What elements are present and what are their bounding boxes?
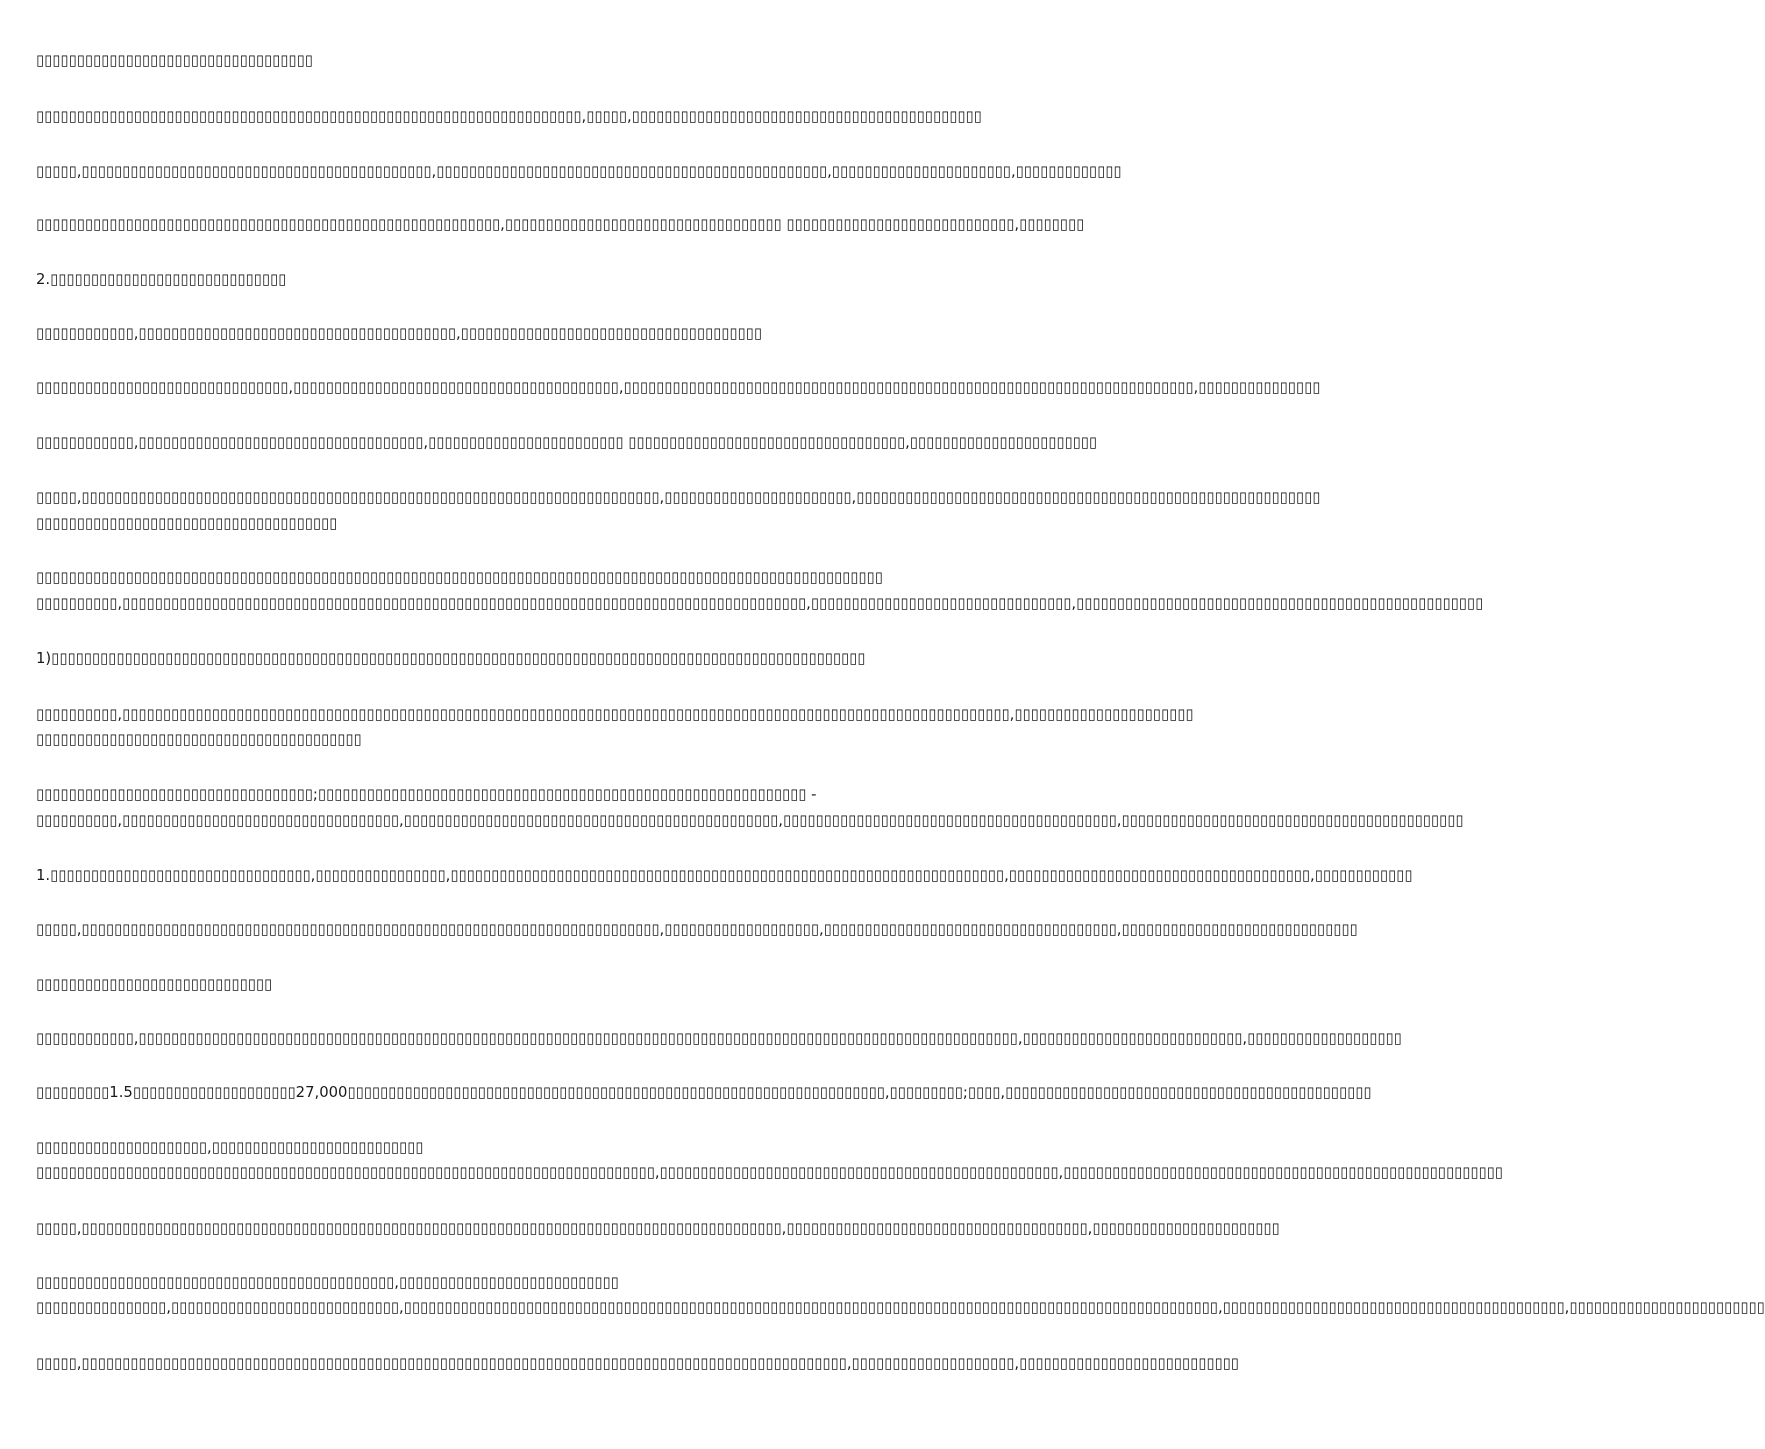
text-line-27: ▯▯▯▯▯▯▯▯▯▯▯▯▯▯▯▯,▯▯▯▯▯▯▯▯▯▯▯▯▯▯▯▯▯▯▯▯▯▯▯▯▯▯▯▯,▯▯▯▯▯▯▯▯▯▯▯▯▯▯▯▯▯▯▯▯▯▯▯▯▯▯▯▯▯▯▯▯▯▯▯▯▯▯▯▯▯▯▯▯▯▯▯▯▯▯▯▯▯▯▯▯▯▯▯▯▯▯▯▯▯▯▯▯▯▯▯▯▯▯▯▯▯▯▯▯▯▯▯▯▯▯▯▯▯▯▯▯▯▯▯▯▯▯▯▯,▯▯▯▯▯▯▯▯▯▯▯▯▯▯▯▯▯▯▯▯▯▯▯▯▯▯▯▯▯▯▯▯▯▯▯▯▯▯▯▯▯▯,▯▯▯▯▯▯▯▯▯▯▯▯▯▯▯▯▯▯▯▯▯▯▯▯ <box>36 1299 1765 1316</box>
text-line-8: ▯▯▯▯▯▯▯▯▯▯▯▯,▯▯▯▯▯▯▯▯▯▯▯▯▯▯▯▯▯▯▯▯▯▯▯▯▯▯▯▯▯▯▯▯▯▯▯,▯▯▯▯▯▯▯▯▯▯▯▯▯▯▯▯▯▯▯▯▯▯▯▯ ▯▯▯▯▯▯▯▯▯▯▯▯▯▯▯▯▯▯▯▯▯▯▯▯▯▯▯▯▯▯▯▯▯▯,▯▯▯▯▯▯▯▯▯▯▯▯▯▯▯▯▯▯▯▯▯▯▯ <box>36 434 1098 451</box>
text-line-12: ▯▯▯▯▯▯▯▯▯▯,▯▯▯▯▯▯▯▯▯▯▯▯▯▯▯▯▯▯▯▯▯▯▯▯▯▯▯▯▯▯▯▯▯▯▯▯▯▯▯▯▯▯▯▯▯▯▯▯▯▯▯▯▯▯▯▯▯▯▯▯▯▯▯▯▯▯▯▯▯▯▯▯▯▯▯▯▯▯▯▯▯▯▯▯,▯▯▯▯▯▯▯▯▯▯▯▯▯▯▯▯▯▯▯▯▯▯▯▯▯▯▯▯▯▯▯▯,▯▯▯▯▯▯▯▯▯▯▯▯▯▯▯▯▯▯▯▯▯▯▯▯▯▯▯▯▯▯▯▯▯▯▯▯▯▯▯▯▯▯▯▯▯▯▯▯▯▯ <box>36 595 1484 612</box>
text-line-11: ▯▯▯▯▯▯▯▯▯▯▯▯▯▯▯▯▯▯▯▯▯▯▯▯▯▯▯▯▯▯▯▯▯▯▯▯▯▯▯▯▯▯▯▯▯▯▯▯▯▯▯▯▯▯▯▯▯▯▯▯▯▯▯▯▯▯▯▯▯▯▯▯▯▯▯▯▯▯▯▯▯▯▯▯▯▯▯▯▯▯▯▯▯▯▯▯▯▯▯▯▯▯▯▯ <box>36 569 883 586</box>
text-line-25: ▯▯▯▯▯,▯▯▯▯▯▯▯▯▯▯▯▯▯▯▯▯▯▯▯▯▯▯▯▯▯▯▯▯▯▯▯▯▯▯▯▯▯▯▯▯▯▯▯▯▯▯▯▯▯▯▯▯▯▯▯▯▯▯▯▯▯▯▯▯▯▯▯▯▯▯▯▯▯▯▯▯▯▯▯▯▯▯▯▯▯▯,▯▯▯▯▯▯▯▯▯▯▯▯▯▯▯▯▯▯▯▯▯▯▯▯▯▯▯▯▯▯▯▯▯▯▯▯▯,▯▯▯▯▯▯▯▯▯▯▯▯▯▯▯▯▯▯▯▯▯▯▯ <box>36 1220 1280 1237</box>
text-line-5: 2.▯▯▯▯▯▯▯▯▯▯▯▯▯▯▯▯▯▯▯▯▯▯▯▯▯▯▯▯▯ <box>36 271 287 288</box>
text-line-28: ▯▯▯▯▯,▯▯▯▯▯▯▯▯▯▯▯▯▯▯▯▯▯▯▯▯▯▯▯▯▯▯▯▯▯▯▯▯▯▯▯▯▯▯▯▯▯▯▯▯▯▯▯▯▯▯▯▯▯▯▯▯▯▯▯▯▯▯▯▯▯▯▯▯▯▯▯▯▯▯▯▯▯▯▯▯▯▯▯▯▯▯▯▯▯▯▯▯▯▯,▯▯▯▯▯▯▯▯▯▯▯▯▯▯▯▯▯▯▯▯,▯▯▯▯▯▯▯▯▯▯▯▯▯▯▯▯▯▯▯▯▯▯▯▯▯▯▯ <box>36 1355 1239 1372</box>
text-line-19: ▯▯▯▯▯,▯▯▯▯▯▯▯▯▯▯▯▯▯▯▯▯▯▯▯▯▯▯▯▯▯▯▯▯▯▯▯▯▯▯▯▯▯▯▯▯▯▯▯▯▯▯▯▯▯▯▯▯▯▯▯▯▯▯▯▯▯▯▯▯▯▯▯▯▯▯▯,▯▯▯▯▯▯▯▯▯▯▯▯▯▯▯▯▯▯▯,▯▯▯▯▯▯▯▯▯▯▯▯▯▯▯▯▯▯▯▯▯▯▯▯▯▯▯▯▯▯▯▯▯▯▯▯,▯▯▯▯▯▯▯▯▯▯▯▯▯▯▯▯▯▯▯▯▯▯▯▯▯▯▯▯▯ <box>36 921 1358 938</box>
text-line-22: ▯▯▯▯▯▯▯▯▯1.5▯▯▯▯▯▯▯▯▯▯▯▯▯▯▯▯▯▯▯▯27,000▯▯▯▯▯▯▯▯▯▯▯▯▯▯▯▯▯▯▯▯▯▯▯▯▯▯▯▯▯▯▯▯▯▯▯▯▯▯▯▯▯▯▯▯▯▯▯▯▯▯▯▯▯▯▯▯▯▯▯▯▯▯▯▯▯▯,▯▯▯▯▯▯▯▯▯;▯▯▯▯,▯▯▯▯▯▯▯▯▯▯▯▯▯▯▯▯▯▯▯▯▯▯▯▯▯▯▯▯▯▯▯▯▯▯▯▯▯▯▯▯▯▯▯▯▯ <box>36 1084 1372 1101</box>
text-line-15: ▯▯▯▯▯▯▯▯▯▯▯▯▯▯▯▯▯▯▯▯▯▯▯▯▯▯▯▯▯▯▯▯▯▯▯▯▯▯▯▯ <box>36 731 362 748</box>
text-line-13: 1)▯▯▯▯▯▯▯▯▯▯▯▯▯▯▯▯▯▯▯▯▯▯▯▯▯▯▯▯▯▯▯▯▯▯▯▯▯▯▯▯▯▯▯▯▯▯▯▯▯▯▯▯▯▯▯▯▯▯▯▯▯▯▯▯▯▯▯▯▯▯▯▯▯▯▯▯▯▯▯▯▯▯▯▯▯▯▯▯▯▯▯▯▯▯▯▯▯▯▯▯ <box>36 650 866 667</box>
text-line-24: ▯▯▯▯▯▯▯▯▯▯▯▯▯▯▯▯▯▯▯▯▯▯▯▯▯▯▯▯▯▯▯▯▯▯▯▯▯▯▯▯▯▯▯▯▯▯▯▯▯▯▯▯▯▯▯▯▯▯▯▯▯▯▯▯▯▯▯▯▯▯▯▯▯▯▯▯,▯▯▯▯▯▯▯▯▯▯▯▯▯▯▯▯▯▯▯▯▯▯▯▯▯▯▯▯▯▯▯▯▯▯▯▯▯▯▯▯▯▯▯▯▯▯▯▯▯,▯▯▯▯▯▯▯▯▯▯▯▯▯▯▯▯▯▯▯▯▯▯▯▯▯▯▯▯▯▯▯▯▯▯▯▯▯▯▯▯▯▯▯▯▯▯▯▯▯▯▯▯▯▯ <box>36 1164 1503 1181</box>
text-line-21: ▯▯▯▯▯▯▯▯▯▯▯▯,▯▯▯▯▯▯▯▯▯▯▯▯▯▯▯▯▯▯▯▯▯▯▯▯▯▯▯▯▯▯▯▯▯▯▯▯▯▯▯▯▯▯▯▯▯▯▯▯▯▯▯▯▯▯▯▯▯▯▯▯▯▯▯▯▯▯▯▯▯▯▯▯▯▯▯▯▯▯▯▯▯▯▯▯▯▯▯▯▯▯▯▯▯▯▯▯▯▯▯▯▯▯▯▯▯▯▯▯,▯▯▯▯▯▯▯▯▯▯▯▯▯▯▯▯▯▯▯▯▯▯▯▯▯▯▯,▯▯▯▯▯▯▯▯▯▯▯▯▯▯▯▯▯▯▯ <box>36 1030 1402 1047</box>
text-line-6: ▯▯▯▯▯▯▯▯▯▯▯▯,▯▯▯▯▯▯▯▯▯▯▯▯▯▯▯▯▯▯▯▯▯▯▯▯▯▯▯▯▯▯▯▯▯▯▯▯▯▯▯,▯▯▯▯▯▯▯▯▯▯▯▯▯▯▯▯▯▯▯▯▯▯▯▯▯▯▯▯▯▯▯▯▯▯▯▯▯ <box>36 325 762 342</box>
text-line-9: ▯▯▯▯▯,▯▯▯▯▯▯▯▯▯▯▯▯▯▯▯▯▯▯▯▯▯▯▯▯▯▯▯▯▯▯▯▯▯▯▯▯▯▯▯▯▯▯▯▯▯▯▯▯▯▯▯▯▯▯▯▯▯▯▯▯▯▯▯▯▯▯▯▯▯▯▯,▯▯▯▯▯▯▯▯▯▯▯▯▯▯▯▯▯▯▯▯▯▯▯,▯▯▯▯▯▯▯▯▯▯▯▯▯▯▯▯▯▯▯▯▯▯▯▯▯▯▯▯▯▯▯▯▯▯▯▯▯▯▯▯▯▯▯▯▯▯▯▯▯▯▯▯▯▯▯▯▯ <box>36 489 1321 506</box>
text-line-7: ▯▯▯▯▯▯▯▯▯▯▯▯▯▯▯▯▯▯▯▯▯▯▯▯▯▯▯▯▯▯▯,▯▯▯▯▯▯▯▯▯▯▯▯▯▯▯▯▯▯▯▯▯▯▯▯▯▯▯▯▯▯▯▯▯▯▯▯▯▯▯▯,▯▯▯▯▯▯▯▯▯▯▯▯▯▯▯▯▯▯▯▯▯▯▯▯▯▯▯▯▯▯▯▯▯▯▯▯▯▯▯▯▯▯▯▯▯▯▯▯▯▯▯▯▯▯▯▯▯▯▯▯▯▯▯▯▯▯▯▯▯▯,▯▯▯▯▯▯▯▯▯▯▯▯▯▯▯ <box>36 379 1321 396</box>
text-line-10: ▯▯▯▯▯▯▯▯▯▯▯▯▯▯▯▯▯▯▯▯▯▯▯▯▯▯▯▯▯▯▯▯▯▯▯▯▯ <box>36 515 338 532</box>
text-line-3: ▯▯▯▯▯,▯▯▯▯▯▯▯▯▯▯▯▯▯▯▯▯▯▯▯▯▯▯▯▯▯▯▯▯▯▯▯▯▯▯▯▯▯▯▯▯▯▯▯,▯▯▯▯▯▯▯▯▯▯▯▯▯▯▯▯▯▯▯▯▯▯▯▯▯▯▯▯▯▯▯▯▯▯▯▯▯▯▯▯▯▯▯▯▯▯▯▯,▯▯▯▯▯▯▯▯▯▯▯▯▯▯▯▯▯▯▯▯▯▯,▯▯▯▯▯▯▯▯▯▯▯▯▯ <box>36 163 1122 180</box>
text-line-14: ▯▯▯▯▯▯▯▯▯▯,▯▯▯▯▯▯▯▯▯▯▯▯▯▯▯▯▯▯▯▯▯▯▯▯▯▯▯▯▯▯▯▯▯▯▯▯▯▯▯▯▯▯▯▯▯▯▯▯▯▯▯▯▯▯▯▯▯▯▯▯▯▯▯▯▯▯▯▯▯▯▯▯▯▯▯▯▯▯▯▯▯▯▯▯▯▯▯▯▯▯▯▯▯▯▯▯▯▯▯▯▯▯▯▯▯▯▯▯▯,▯▯▯▯▯▯▯▯▯▯▯▯▯▯▯▯▯▯▯▯▯▯ <box>36 706 1194 723</box>
text-line-2: ▯▯▯▯▯▯▯▯▯▯▯▯▯▯▯▯▯▯▯▯▯▯▯▯▯▯▯▯▯▯▯▯▯▯▯▯▯▯▯▯▯▯▯▯▯▯▯▯▯▯▯▯▯▯▯▯▯▯▯▯▯▯▯▯▯▯▯,▯▯▯▯▯,▯▯▯▯▯▯▯▯▯▯▯▯▯▯▯▯▯▯▯▯▯▯▯▯▯▯▯▯▯▯▯▯▯▯▯▯▯▯▯▯▯▯▯ <box>36 108 982 125</box>
text-line-16: ▯▯▯▯▯▯▯▯▯▯▯▯▯▯▯▯▯▯▯▯▯▯▯▯▯▯▯▯▯▯▯▯▯▯;▯▯▯▯▯▯▯▯▯▯▯▯▯▯▯▯▯▯▯▯▯▯▯▯▯▯▯▯▯▯▯▯▯▯▯▯▯▯▯▯▯▯▯▯▯▯▯▯▯▯▯▯▯▯▯▯▯▯▯▯ - <box>36 786 817 803</box>
text-line-1: ▯▯▯▯▯▯▯▯▯▯▯▯▯▯▯▯▯▯▯▯▯▯▯▯▯▯▯▯▯▯▯▯▯▯ <box>36 52 313 69</box>
text-line-23: ▯▯▯▯▯▯▯▯▯▯▯▯▯▯▯▯▯▯▯▯▯,▯▯▯▯▯▯▯▯▯▯▯▯▯▯▯▯▯▯▯▯▯▯▯▯▯▯ <box>36 1139 424 1156</box>
text-line-20: ▯▯▯▯▯▯▯▯▯▯▯▯▯▯▯▯▯▯▯▯▯▯▯▯▯▯▯▯▯ <box>36 976 273 993</box>
text-line-4: ▯▯▯▯▯▯▯▯▯▯▯▯▯▯▯▯▯▯▯▯▯▯▯▯▯▯▯▯▯▯▯▯▯▯▯▯▯▯▯▯▯▯▯▯▯▯▯▯▯▯▯▯▯▯▯▯▯,▯▯▯▯▯▯▯▯▯▯▯▯▯▯▯▯▯▯▯▯▯▯▯▯▯▯▯▯▯▯▯▯▯▯ ▯▯▯▯▯▯▯▯▯▯▯▯▯▯▯▯▯▯▯▯▯▯▯▯▯▯▯▯,▯▯▯▯▯▯▯▯ <box>36 216 1085 233</box>
text-line-17: ▯▯▯▯▯▯▯▯▯▯,▯▯▯▯▯▯▯▯▯▯▯▯▯▯▯▯▯▯▯▯▯▯▯▯▯▯▯▯▯▯▯▯▯▯,▯▯▯▯▯▯▯▯▯▯▯▯▯▯▯▯▯▯▯▯▯▯▯▯▯▯▯▯▯▯▯▯▯▯▯▯▯▯▯▯▯▯▯▯▯▯,▯▯▯▯▯▯▯▯▯▯▯▯▯▯▯▯▯▯▯▯▯▯▯▯▯▯▯▯▯▯▯▯▯▯▯▯▯▯▯▯▯,▯▯▯▯▯▯▯▯▯▯▯▯▯▯▯▯▯▯▯▯▯▯▯▯▯▯▯▯▯▯▯▯▯▯▯▯▯▯▯▯▯▯ <box>36 812 1464 829</box>
text-line-26: ▯▯▯▯▯▯▯▯▯▯▯▯▯▯▯▯▯▯▯▯▯▯▯▯▯▯▯▯▯▯▯▯▯▯▯▯▯▯▯▯▯▯▯▯,▯▯▯▯▯▯▯▯▯▯▯▯▯▯▯▯▯▯▯▯▯▯▯▯▯▯▯ <box>36 1274 619 1291</box>
text-line-18: 1.▯▯▯▯▯▯▯▯▯▯▯▯▯▯▯▯▯▯▯▯▯▯▯▯▯▯▯▯▯▯▯▯,▯▯▯▯▯▯▯▯▯▯▯▯▯▯▯▯,▯▯▯▯▯▯▯▯▯▯▯▯▯▯▯▯▯▯▯▯▯▯▯▯▯▯▯▯▯▯▯▯▯▯▯▯▯▯▯▯▯▯▯▯▯▯▯▯▯▯▯▯▯▯▯▯▯▯▯▯▯▯▯▯▯▯▯▯,▯▯▯▯▯▯▯▯▯▯▯▯▯▯▯▯▯▯▯▯▯▯▯▯▯▯▯▯▯▯▯▯▯▯▯▯▯,▯▯▯▯▯▯▯▯▯▯▯▯ <box>36 867 1413 884</box>
